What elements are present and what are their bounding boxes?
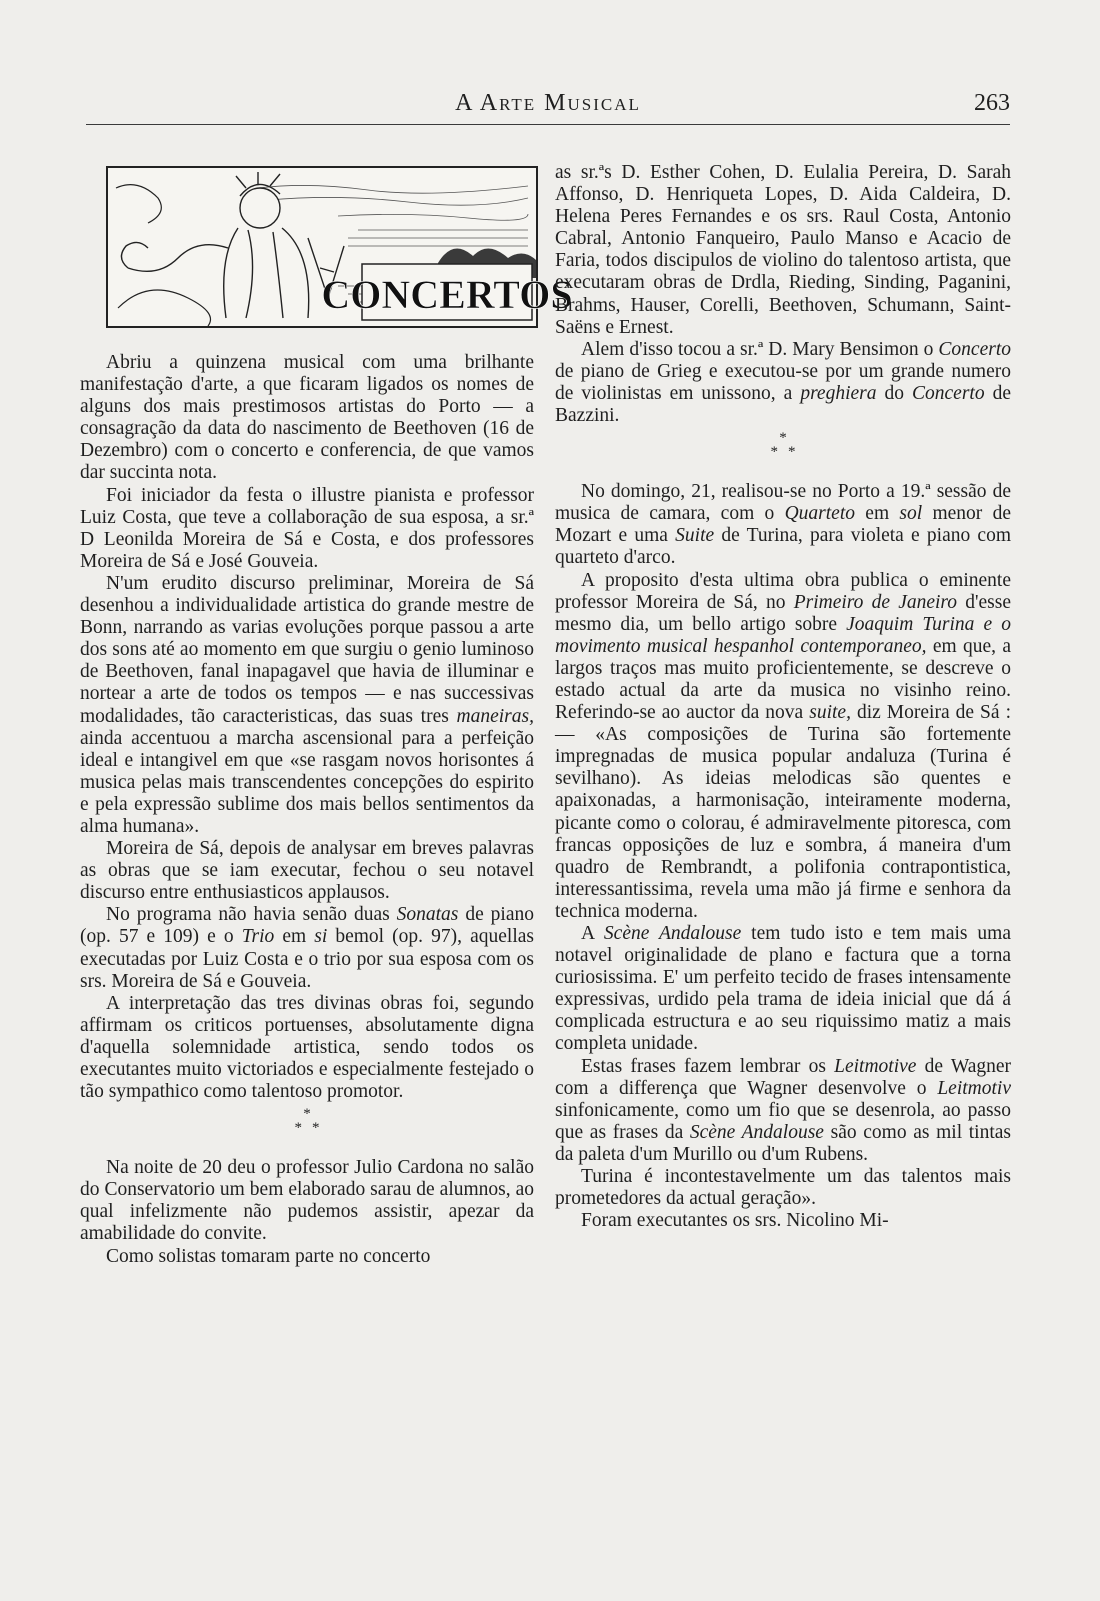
page-number: 263 bbox=[974, 90, 1010, 116]
right-column bbox=[555, 162, 1011, 1232]
paragraph: Abriu a quinzena musical com uma brilhante manifestação d'arte, a que ficaram ligados os nomes de alguns dos mais prestimosos artistas do Porto — a consagração da data do nascimento de Beethoven (16 de Dezembro) com o concerto e conferencia, de que vamos dar succinta nota. bbox=[80, 352, 534, 484]
concertos-lettering bbox=[321, 264, 572, 320]
paragraph: Moreira de Sá, depois de analysar em breves palavras as obras que se iam executar, fechou o seu notavel discurso entre enthusiasticos applausos. bbox=[80, 838, 534, 904]
paragraph: as sr.ªs D. Esther Cohen, D. Eulalia Pereira, D. Sarah Affonso, D. Henriqueta Lopes, D. Aida Caldeira, D. Helena Peres Fernandes e os srs. Raul Costa, Antonio Cabral, Antonio Fanqueiro, Paulo Manso e Acacio de Faria, todos discipulos de violino do talentoso artista, que executaram obras de Drdla, Rieding, Sinding, Paganini, Brahms, Hauser, Corelli, Beethoven, Schumann, Saint-Saëns e Ernest. bbox=[555, 162, 1011, 338]
paragraph: Na noite de 20 deu o professor Julio Cardona no salão do Conservatorio um bem elaborado sarau de alumnos, ao qual infelizmente não pudemos assistir, apezar da amabilidade do convite. bbox=[80, 1157, 534, 1245]
paragraph: A interpretação das tres divinas obras foi, segundo affirmam os criticos portuenses, absolutamente digna d'aquella solemnidade artistica, sendo todos os executantes muito victoriados e especialmente festejado o tão sympathico como talentoso promotor. bbox=[80, 992, 534, 1103]
concertos-vignette bbox=[106, 166, 573, 328]
running-head bbox=[86, 90, 1010, 125]
asterism: * ** bbox=[770, 430, 806, 461]
paragraph: N'um erudito discurso preliminar, Moreira de Sá desenhou a individualidade artistica do grande mestre de Bonn, narrando as varias evoluções porque passou a arte dos sons até ao momento em que surgiu o genio luminoso de Beethoven, fanal inapagavel que havia de illuminar e nortear a arte de todos os tempos — e nas successivas modalidades, tão caracteristicas, das suas tres maneiras, ainda accentuou a marcha ascensional para a perfeição ideal e intangivel em que «se rasgam novos horisontes á musica pelas mais transcendentes concepções do espirito e pela expressão sublime dos mais bellos sentimentos da alma humana». bbox=[80, 572, 534, 837]
paragraph: Foram executantes os srs. Nicolino Mi- bbox=[581, 1210, 889, 1232]
paragraph: No programa não havia senão duas Sonatas de piano (op. 57 e 109) e o Trio em si bemol (op. 97), aquellas executadas por Luiz Costa e o trio por sua esposa com os srs. Moreira de Sá e Gouveia. bbox=[80, 904, 534, 992]
paragraph: Turina é incontestavelmente um das talentos mais prometedores da actual geração». bbox=[555, 1166, 1011, 1210]
vignette-illustration bbox=[108, 168, 573, 326]
paragraph: Como solistas tomaram parte no concerto bbox=[106, 1245, 431, 1267]
asterism: * ** bbox=[294, 1106, 330, 1137]
journal-title: A Arte Musical bbox=[455, 90, 641, 116]
paragraph: Alem d'isso tocou a sr.ª D. Mary Bensimon o Concerto de piano de Grieg e executou-se por um grande numero de violinistas em unissono, a preghiera do Concerto de Bazzini. bbox=[555, 338, 1012, 427]
paragraph: A Scène Andalouse tem tudo isto e tem mais uma notavel originalidade de plano e factura que a torna curiosissima. E' um perfeito tecido de frases intensamente expressivas, urdido pela trama de ideia inicial que dá á complicada estructura e ao seu riquissimo matiz a mais completa unidade. bbox=[555, 923, 1011, 1055]
paragraph: Foi iniciador da festa o illustre pianista e professor Luiz Costa, que teve a collaboração de sua esposa, a sr.ª D Leonilda Moreira de Sá e Costa, e dos professores Moreira de Sá e José Gouveia. bbox=[80, 484, 534, 572]
paragraph: No domingo, 21, realisou-se no Porto a 19.ª sessão de musica de camara, com o Quarteto em sol menor de Mozart e uma Suite de Turina, para violeta e piano com quarteto d'arco. bbox=[555, 481, 1012, 569]
left-column bbox=[80, 162, 573, 1268]
svg-text:CONCERTOS: CONCERTOS bbox=[321, 272, 573, 317]
paragraph: A proposito d'esta ultima obra publica o eminente professor Moreira de Sá, no Primeiro de Janeiro d'esse mesmo dia, um bello artigo sobre Joaquim Turina e o movimento musical hespanhol contemporaneo, em que, a largos traços mas muito proficientemente, se descreve o estado actual da arte da musica no visinho reino. Referindo-se ao auctor da nova suite, diz Moreira de Sá : — «As composições de Turina são fortemente impregnadas de musica popular andaluza (Turina é sevilhano). As ideias melodicas são quentes e apaixonadas, a harmonisação, inteiramente moderna, picante como o colorau, é admiravelmente pitoresca, com francas opposições de luz e sombra, á maneira d'um quadro de Rembrandt, a polifonia contrapontistica, interessantissima, revela uma mão já firme e senhora da technica moderna. bbox=[555, 569, 1012, 922]
paragraph: Estas frases fazem lembrar os Leitmotive de Wagner com a differença que Wagner desenvolve o Leitmotiv sinfonicamente, como um fio que se desenrola, ao passo que as frases da Scène Andalouse são como as mil tintas da paleta d'um Murillo ou d'um Rubens. bbox=[555, 1055, 1012, 1165]
